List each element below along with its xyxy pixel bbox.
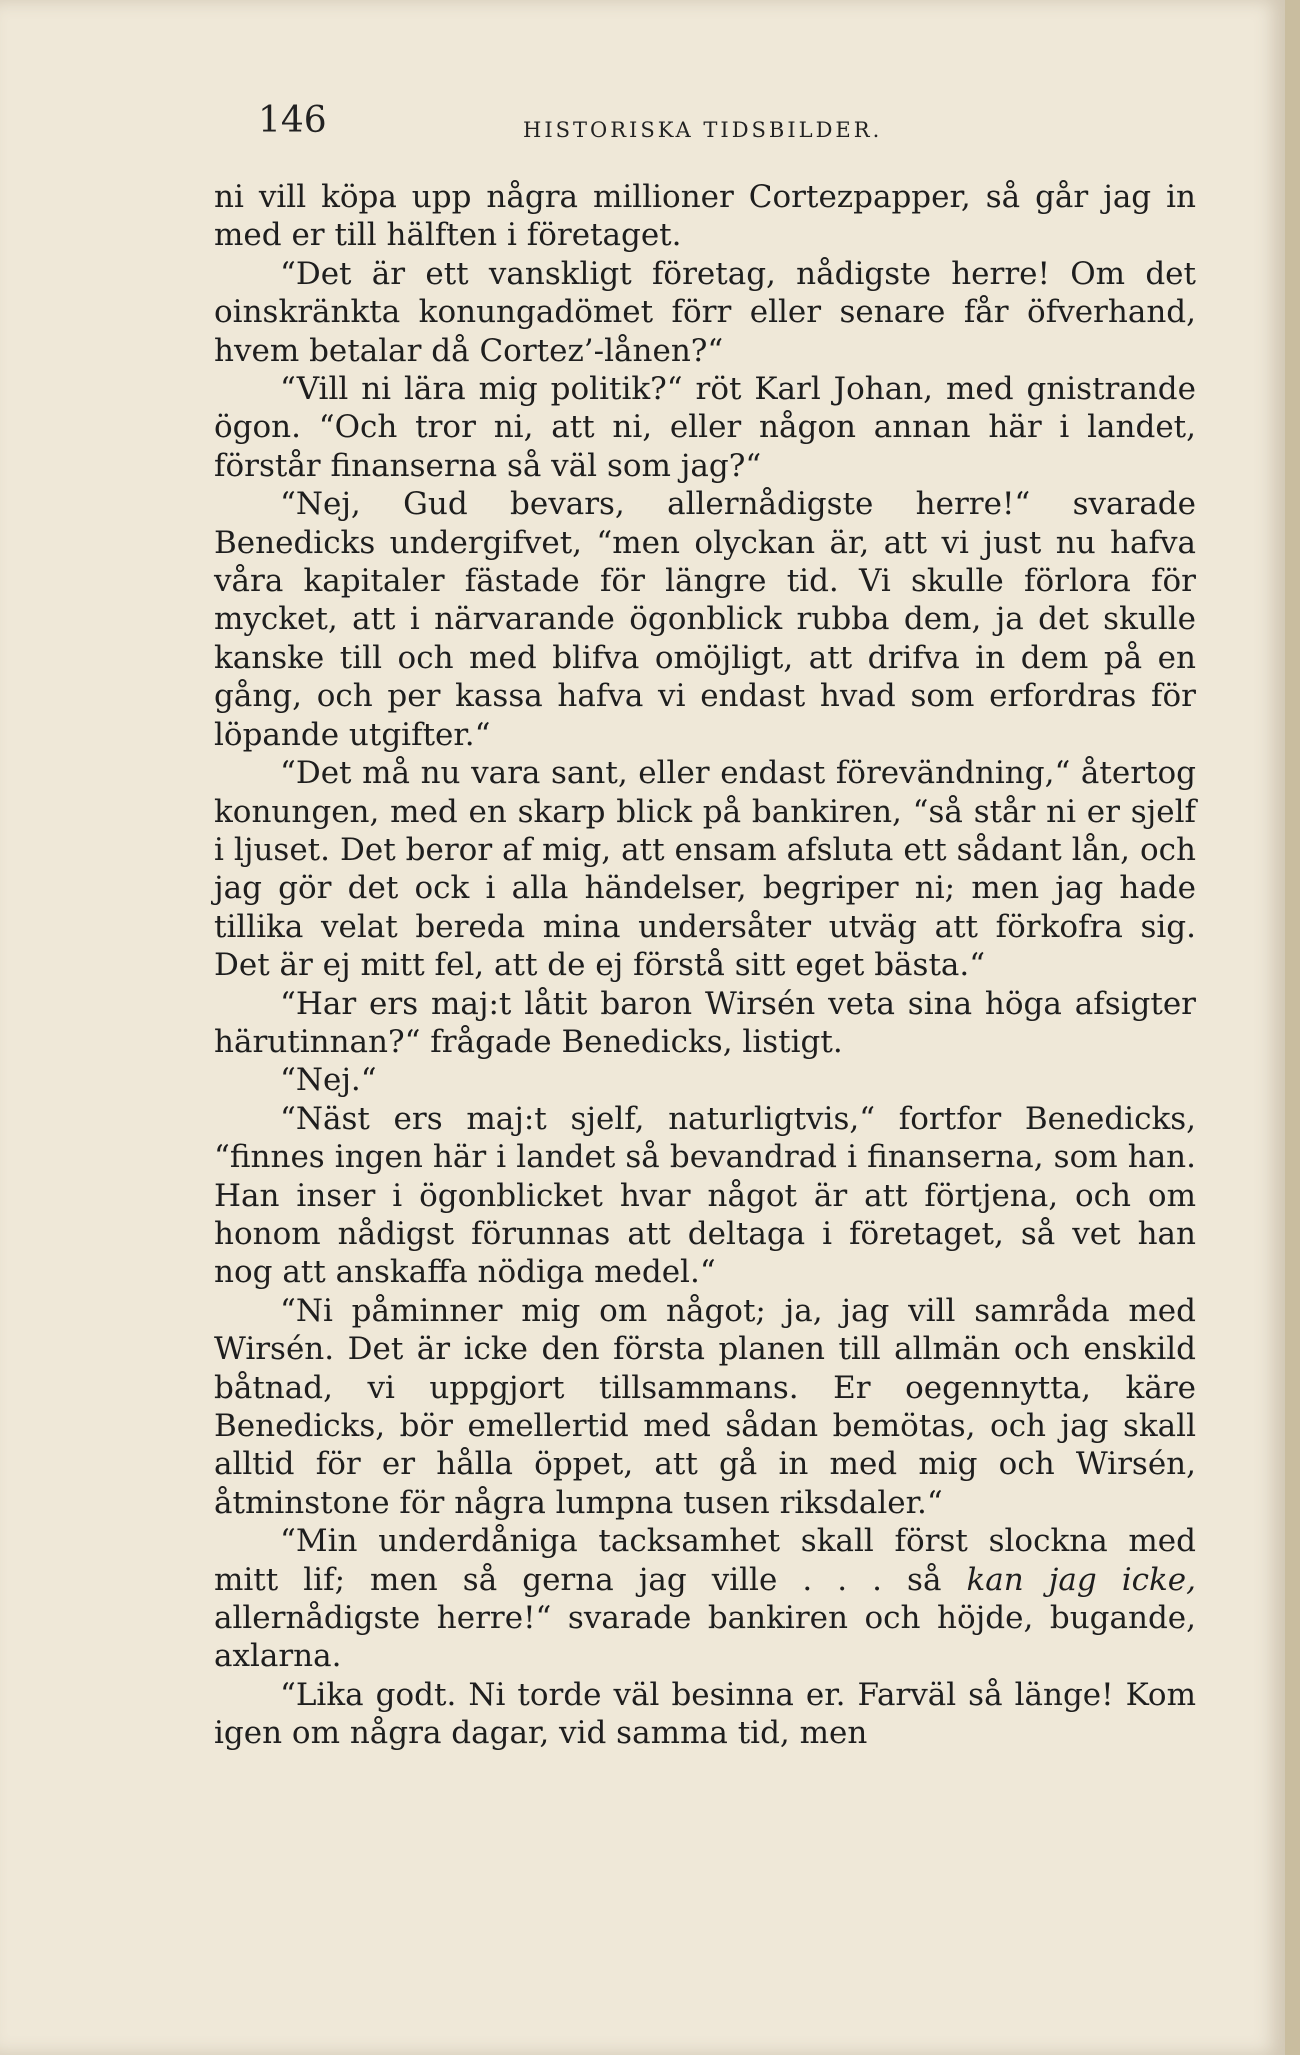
paragraph — [214, 1522, 1196, 1676]
paragraph: “Har ers maj:t låtit baron Wirsén veta sina höga afsigter härutinnan?“ frågade Benedicks, listigt. — [214, 985, 1196, 1060]
paragraph: “Näst ers maj:t sjelf, naturligtvis,“ fortfor Benedicks, “finnes ingen här i landet så bevandrad i finanserna, som han. Han inser i ögonblicket hvar något är att förtjena, och om honom nådigst förunnas att deltaga i företaget, så vet han nog att anskaffa nödiga medel.“ — [214, 1100, 1196, 1291]
italic-phrase: kan jag icke, — [966, 1561, 1196, 1598]
paragraph-text: allernådigste herre!“ svarade bankiren och höjde, bugande, axlarna. — [214, 1600, 1196, 1675]
paragraph-text: “Min underdåniga tacksamhet skall först slockna med mitt lif; men så gerna jag ville . . . så — [214, 1523, 1196, 1598]
paragraph: “Det må nu vara sant, eller endast förevändning,“ återtog konungen, med en skarp blick på bankiren, “så står ni er sjelf i ljuset. Det beror af mig, att ensam afsluta ett sådant lån, och jag gör det ock i alla händelser, begriper ni; men jag hade tillika velat bereda mina undersåter utväg att förkofra sig. Det är ej mitt fel, att de ej förstå sitt eget bästa.“ — [214, 755, 1196, 984]
page-number: 146 — [258, 100, 327, 141]
paragraph: “Ni påminner mig om något; ja, jag vill samråda med Wirsén. Det är icke den första planen till allmän och enskild båtnad, vi uppgjort tillsammans. Er oegennytta, käre Benedicks, bör emellertid med sådan bemötas, och jag skall alltid för er hålla öppet, att gå in med mig och Wirsén, åtminstone för några lumpna tusen riksdaler.“ — [214, 1292, 1196, 1521]
paragraph: ni vill köpa upp några millioner Cortezpapper, så går jag in med er till hälften i företaget. — [214, 179, 1196, 254]
paragraph: “Det är ett vanskligt företag, nådigste herre! Om det oinskränkta konungadömet förr eller senare får öfverhand, hvem betalar då Cortez’-lånen?“ — [214, 255, 1196, 369]
body-text — [214, 178, 1196, 1753]
paragraph: “Nej.“ — [280, 1062, 377, 1099]
paragraph: “Nej, Gud bevars, allernådigste herre!“ svarade Benedicks undergifvet, “men olyckan är, att vi just nu hafva våra kapitaler fästade för längre tid. Vi skulle förlora för mycket, att i närvarande ögonblick rubba dem, ja det skulle kanske till och med blifva omöjligt, att drifva in dem på en gång, och per kassa hafva vi endast hvad som erfordras för löpande utgifter.“ — [214, 486, 1196, 753]
paragraph: “Lika godt. Ni torde väl besinna er. Farväl så länge! Kom igen om några dagar, vid samma tid, men — [214, 1676, 1196, 1752]
running-head: HISTORISKA TIDSBILDER. — [523, 118, 883, 142]
paragraph: “Vill ni lära mig politik?“ röt Karl Johan, med gnistrande ögon. “Och tror ni, att ni, eller någon annan här i landet, förstår finanserna så väl som jag?“ — [214, 371, 1196, 484]
page-edge — [1285, 0, 1300, 2055]
